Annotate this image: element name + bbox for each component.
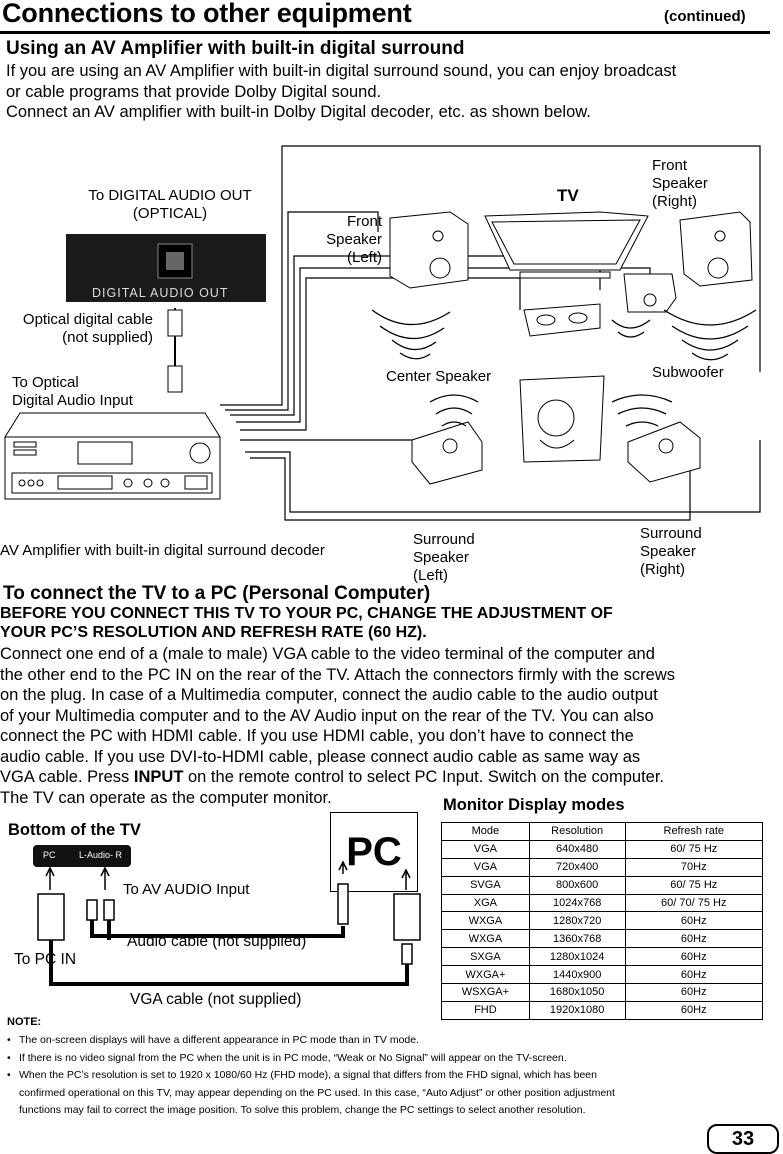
note-item: • When the PC’s resolution is set to 1920 x 1080/60 Hz (FHD mode), a signal that differs from the FHD signal, which has been confirmed operational on this TV, may appear depending on the PC used. In this case, “Auto Adjust” or other position adjustment functions may fail to correct the image position. To solve this problem, change the PC settings to select another resolution. [7,1067,767,1120]
cell-resolution: 1024x768 [529,894,625,912]
table-row [442,1001,763,1019]
table-row [442,966,763,984]
av-section-body [6,61,776,123]
audio-cable-label: Audio cable (not supplied) [127,933,307,950]
table-row [442,840,763,858]
note-item: • The on-screen displays will have a different appearance in PC mode than in TV mode. [7,1032,767,1050]
front-left-label: Front Speaker (Left) [326,213,382,266]
pc-box: PC [330,812,418,892]
to-optical-input-label: To Optical Digital Audio Input [12,374,133,409]
cell-resolution: 1280x720 [529,912,625,930]
table-row [442,858,763,876]
cell-mode: FHD [442,1001,530,1019]
av-body-line: or cable programs that provide Dolby Digital sound. [6,82,382,101]
front-left-speaker [390,212,468,288]
cell-mode: WXGA [442,912,530,930]
cell-mode: VGA [442,858,530,876]
cell-refresh: 60/ 75 Hz [625,876,762,894]
surround-left-label: Surround Speaker (Left) [413,531,475,584]
av-body-line: If you are using an AV Amplifier with built-in digital surround sound, you can enjoy broadcast [6,62,677,80]
rca-right [104,900,114,920]
pc-body-line: the other end to the PC IN on the rear of the TV. Attach the connectors firmly with the screws [0,665,676,684]
cell-refresh: 60Hz [625,912,762,930]
col-refresh: Refresh rate [625,823,762,841]
page-number: 33 [707,1124,779,1154]
table-row [442,894,763,912]
subwoofer-label: Subwoofer [652,364,724,381]
cell-resolution: 640x480 [529,840,625,858]
pc-connection-diagram [0,860,440,990]
cell-refresh: 60Hz [625,966,762,984]
cell-resolution: 1920x1080 [529,1001,625,1019]
page-title: Connections to other equipment [2,0,412,28]
note-item: • If there is no video signal from the PC when the unit is in PC mode, “Weak or No Signal” will appear on the TV-screen. [7,1050,767,1068]
optical-cable-label: Optical digital cable (not supplied) [22,311,153,346]
av-body-line: Connect an AV amplifier with built-in Dolby Digital decoder, etc. as shown below. [6,103,591,121]
pc-warning: BEFORE YOU CONNECT THIS TV TO YOUR PC, CHANGE THE ADJUSTMENT OF YOUR PC’S RESOLUTION AND REFRESH RATE (60 HZ). [0,605,613,641]
pc-body-line: connect the PC with HDMI cable. If you use HDMI cable, you don’t have to connect the [0,727,634,745]
cell-mode: SVGA [442,876,530,894]
input-key: INPUT [133,768,184,786]
cell-mode: XGA [442,894,530,912]
cell-refresh: 60Hz [625,948,762,966]
continued-label: (continued) [664,8,746,25]
pc-body-line: Connect one end of a (male to male) VGA cable to the video terminal of the computer and [0,645,655,663]
digital-audio-out-text: DIGITAL AUDIO OUT [92,286,229,300]
av-section-heading: Using an AV Amplifier with built-in digital surround [6,38,465,59]
center-speaker [524,304,600,336]
table-row [442,876,763,894]
cell-refresh: 60/ 70/ 75 Hz [625,894,762,912]
subwoofer [624,274,676,312]
vga-connector-pc [394,894,420,940]
front-right-speaker [680,212,752,286]
surround-right-label: Surround Speaker (Right) [640,525,702,578]
table-row [442,912,763,930]
pc-section-heading: To connect the TV to a PC (Personal Computer) [3,583,431,604]
to-digital-audio-out-label: To DIGITAL AUDIO OUT (OPTICAL) [88,187,252,222]
pc-body-line: of your Multimedia computer and to the AV Audio input on the rear of the TV. You can also [0,706,654,725]
cell-mode: VGA [442,840,530,858]
bottom-of-tv-label: Bottom of the TV [8,821,141,839]
pc-body-line: VGA cable. Press INPUT on the remote control to select PC Input. Switch on the computer. [0,768,664,786]
to-pc-in-label: To PC IN [14,951,77,968]
surround-right-speaker [628,422,700,482]
tv-label: TV [557,186,579,205]
cell-resolution: 800x600 [529,876,625,894]
vga-connector-tv [38,894,64,940]
cell-refresh: 60Hz [625,930,762,948]
cell-refresh: 60Hz [625,984,762,1002]
pc-body-line: The TV can operate as the computer monitor. [0,788,332,807]
table-header-row [442,823,763,841]
listener-figure [520,376,604,462]
title-rule [0,31,770,34]
monitor-modes-table [441,822,763,1020]
rca-left [87,900,97,920]
pc-body-line: audio cable. If you use DVI-to-HDMI cable, please connect audio cable as same way as [0,747,641,766]
table-row [442,948,763,966]
pc-body-line: on the plug. In case of a Multimedia computer, connect the audio cable to the audio output [0,686,658,704]
av-amplifier [5,413,220,499]
to-av-audio-label: To AV AUDIO Input [123,881,250,898]
center-speaker-label: Center Speaker [386,368,492,385]
surround-left-speaker [412,422,482,484]
cell-resolution: 1440x900 [529,966,625,984]
pc-section-body [0,644,783,808]
cell-resolution: 720x400 [529,858,625,876]
pc-port-label: PC [43,850,56,860]
table-row [442,930,763,948]
vga-cable-label: VGA cable (not supplied) [130,991,302,1008]
cell-resolution: 1280x1024 [529,948,625,966]
note-label: NOTE: [7,1016,42,1028]
cell-mode: WXGA+ [442,966,530,984]
mini-jack [338,884,348,924]
col-mode: Mode [442,823,530,841]
cell-resolution: 1360x768 [529,930,625,948]
cell-resolution: 1680x1050 [529,984,625,1002]
table-row [442,984,763,1002]
cell-refresh: 60/ 75 Hz [625,840,762,858]
amplifier-label: AV Amplifier with built-in digital surround decoder [0,542,325,559]
audio-port-label: L-Audio- R [79,850,123,860]
notes-list [7,1032,767,1120]
cell-mode: WSXGA+ [442,984,530,1002]
cell-refresh: 60Hz [625,1001,762,1019]
monitor-modes-title: Monitor Display modes [443,796,625,814]
cell-mode: SXGA [442,948,530,966]
col-resolution: Resolution [529,823,625,841]
cell-refresh: 70Hz [625,858,762,876]
cell-mode: WXGA [442,930,530,948]
front-right-label: Front Speaker (Right) [652,157,708,210]
